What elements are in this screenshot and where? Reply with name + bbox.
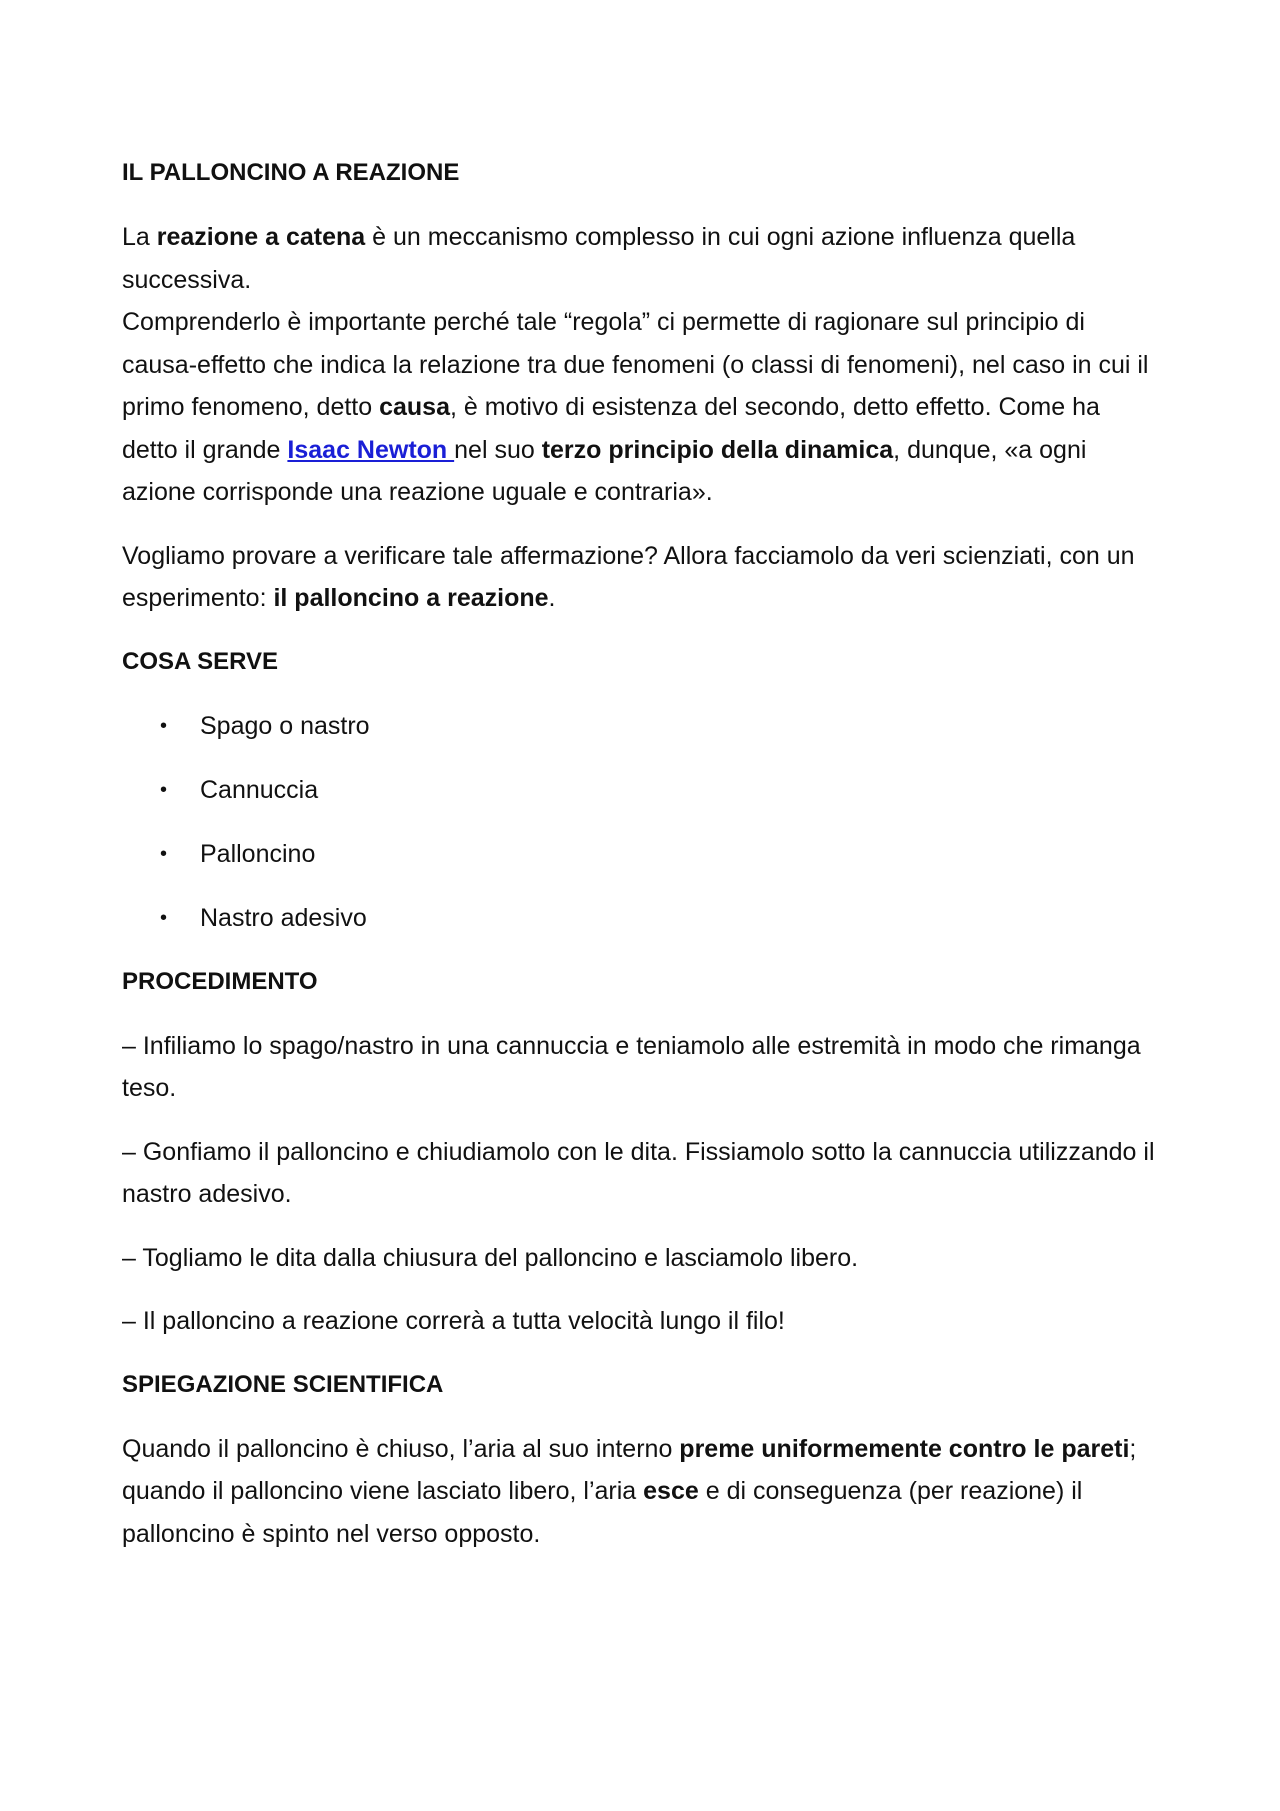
bold-text: reazione a catena <box>156 223 366 251</box>
list-item <box>122 705 1162 747</box>
list-item-label: Nastro adesivo <box>200 903 367 932</box>
bullet-icon: • <box>160 714 168 737</box>
isaac-newton-link[interactable]: Isaac Newton <box>287 435 455 464</box>
experiment-intro-paragraph <box>122 535 1162 620</box>
bold-text: terzo principio della dinamica <box>541 435 894 464</box>
document-title: IL PALLONCINO A REAZIONE <box>122 159 460 186</box>
text-run: è un meccanismo complesso in cui ogni azione influenza quella successiva. <box>122 223 1076 294</box>
list-item-label: Cannuccia <box>200 775 319 804</box>
bullet-icon: • <box>160 778 168 801</box>
materials-heading: COSA SERVE <box>122 647 279 675</box>
procedure-step: – Togliamo le dita dalla chiusura del palloncino e lasciamolo libero. <box>122 1243 859 1272</box>
materials-list <box>122 705 1162 939</box>
text-run: ; quando il palloncino viene lasciato libero, l’aria <box>122 1434 1137 1505</box>
text-run: La <box>122 223 157 251</box>
bullet-icon: • <box>160 906 168 929</box>
explanation-paragraph <box>122 1428 1162 1556</box>
explanation-heading: SPIEGAZIONE SCIENTIFICA <box>122 1370 444 1398</box>
procedure-step: – Il palloncino a reazione correrà a tutta velocità lungo il filo! <box>122 1307 785 1335</box>
text-run: Comprenderlo è importante perché tale “regola” ci permette di ragionare sul principio di causa-effetto che indica la relazione tra due fenomeni (o classi di fenomeni), nel caso in cui il primo fenomeno, detto <box>122 308 1149 421</box>
document-page <box>122 152 1162 1576</box>
procedure-heading: PROCEDIMENTO <box>122 967 318 995</box>
bold-text: causa <box>379 393 450 421</box>
list-item <box>122 833 1162 875</box>
text-run: , dunque, «a ogni azione corrisponde una reazione uguale e contraria». <box>122 435 1087 506</box>
bold-text: esce <box>643 1477 699 1505</box>
intro-paragraph <box>122 216 1162 514</box>
list-item-label: Palloncino <box>200 839 316 868</box>
procedure-step: – Gonfiamo il palloncino e chiudiamolo con le dita. Fissiamolo sotto la cannuccia utilizzando il nastro adesivo. <box>122 1137 1155 1208</box>
list-item <box>122 897 1162 939</box>
text-run: , è motivo di esistenza del secondo, detto effetto. Come ha detto il grande <box>122 393 1100 464</box>
text-run: Quando il palloncino è chiuso, l’aria al suo interno <box>122 1434 680 1463</box>
bold-text: preme uniformemente contro le pareti <box>679 1434 1130 1463</box>
text-run: e di conseguenza (per reazione) il palloncino è spinto nel verso opposto. <box>122 1477 1083 1548</box>
text-run: nel suo <box>454 435 542 464</box>
bullet-icon: • <box>160 842 168 865</box>
text-run: . <box>548 584 556 612</box>
list-item <box>122 769 1162 811</box>
text-run: Vogliamo provare a verificare tale affermazione? Allora facciamolo da veri scienziati, con un esperimento: <box>122 541 1135 612</box>
procedure-step: – Infiliamo lo spago/nastro in una cannuccia e teniamolo alle estremità in modo che rimanga teso. <box>122 1031 1141 1102</box>
bold-text: il palloncino a reazione <box>273 584 549 612</box>
list-item-label: Spago o nastro <box>200 711 370 740</box>
